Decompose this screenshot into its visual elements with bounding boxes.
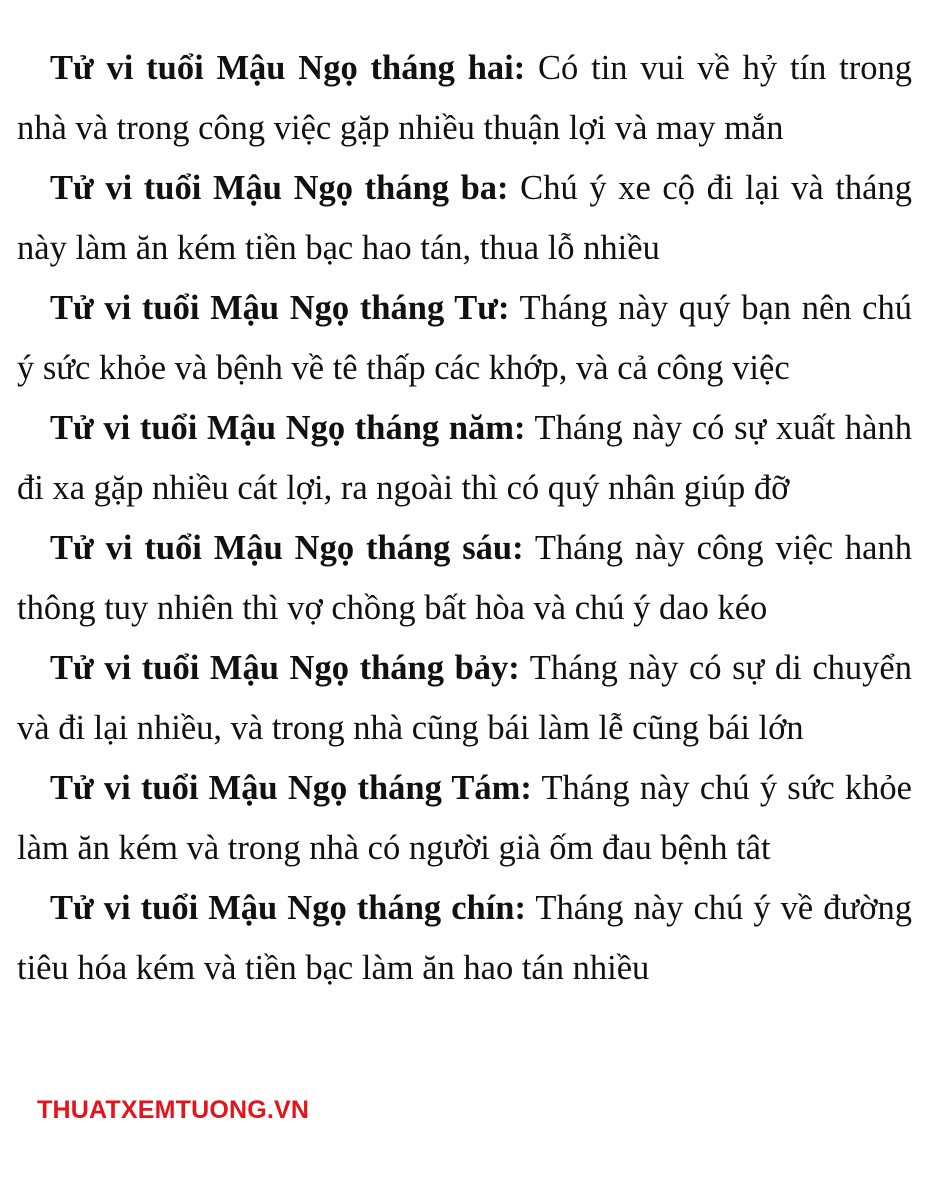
paragraph-heading: Tử vi tuổi Mậu Ngọ tháng bảy:	[50, 649, 520, 687]
paragraph-heading: Tử vi tuổi Mậu Ngọ tháng ba:	[50, 169, 509, 207]
paragraph-heading: Tử vi tuổi Mậu Ngọ tháng Tư:	[50, 289, 510, 327]
paragraph-text: Tháng này quý bạn nên chú ý sức khỏe và bệnh về tê thấp các khớp, và cả công việc	[17, 289, 912, 387]
paragraph-heading: Tử vi tuổi Mậu Ngọ tháng năm:	[50, 409, 526, 447]
month-paragraph-3	[17, 158, 912, 278]
month-paragraph-6	[17, 518, 912, 638]
month-paragraph-5	[17, 398, 912, 518]
paragraph-text: Có tin vui về hỷ tín trong nhà và trong công việc gặp nhiều thuận lợi và may mắn	[17, 49, 912, 147]
paragraph-heading: Tử vi tuổi Mậu Ngọ tháng sáu:	[50, 529, 524, 567]
month-paragraph-4	[17, 278, 912, 398]
paragraph-text: Tháng này có sự di chuyển và đi lại nhiều, và trong nhà cũng bái làm lễ cũng bái lớn	[17, 649, 912, 747]
paragraph-text: Chú ý xe cộ đi lại và tháng này làm ăn kém tiền bạc hao tán, thua lỗ nhiều	[17, 169, 912, 267]
paragraph-text: Tháng này chú ý về đường tiêu hóa kém và tiền bạc làm ăn hao tán nhiều	[17, 889, 912, 987]
paragraph-heading: Tử vi tuổi Mậu Ngọ tháng hai:	[50, 49, 526, 87]
paragraph-text: Tháng này chú ý sức khỏe làm ăn kém và trong nhà có người già ốm đau bệnh tât	[17, 769, 912, 867]
site-watermark: THUATXEMTUONG.VN	[37, 1096, 310, 1124]
month-paragraph-2	[17, 38, 912, 158]
paragraph-heading: Tử vi tuổi Mậu Ngọ tháng Tám:	[50, 769, 532, 807]
month-paragraph-7	[17, 638, 912, 758]
month-paragraph-8	[17, 758, 912, 878]
month-paragraph-9	[17, 878, 912, 998]
document-body	[17, 38, 912, 998]
paragraph-text: Tháng này công việc hanh thông tuy nhiên thì vợ chồng bất hòa và chú ý dao kéo	[17, 529, 912, 627]
paragraph-heading: Tử vi tuổi Mậu Ngọ tháng chín:	[50, 889, 526, 927]
paragraph-text: Tháng này có sự xuất hành đi xa gặp nhiều cát lợi, ra ngoài thì có quý nhân giúp đỡ	[17, 409, 912, 507]
